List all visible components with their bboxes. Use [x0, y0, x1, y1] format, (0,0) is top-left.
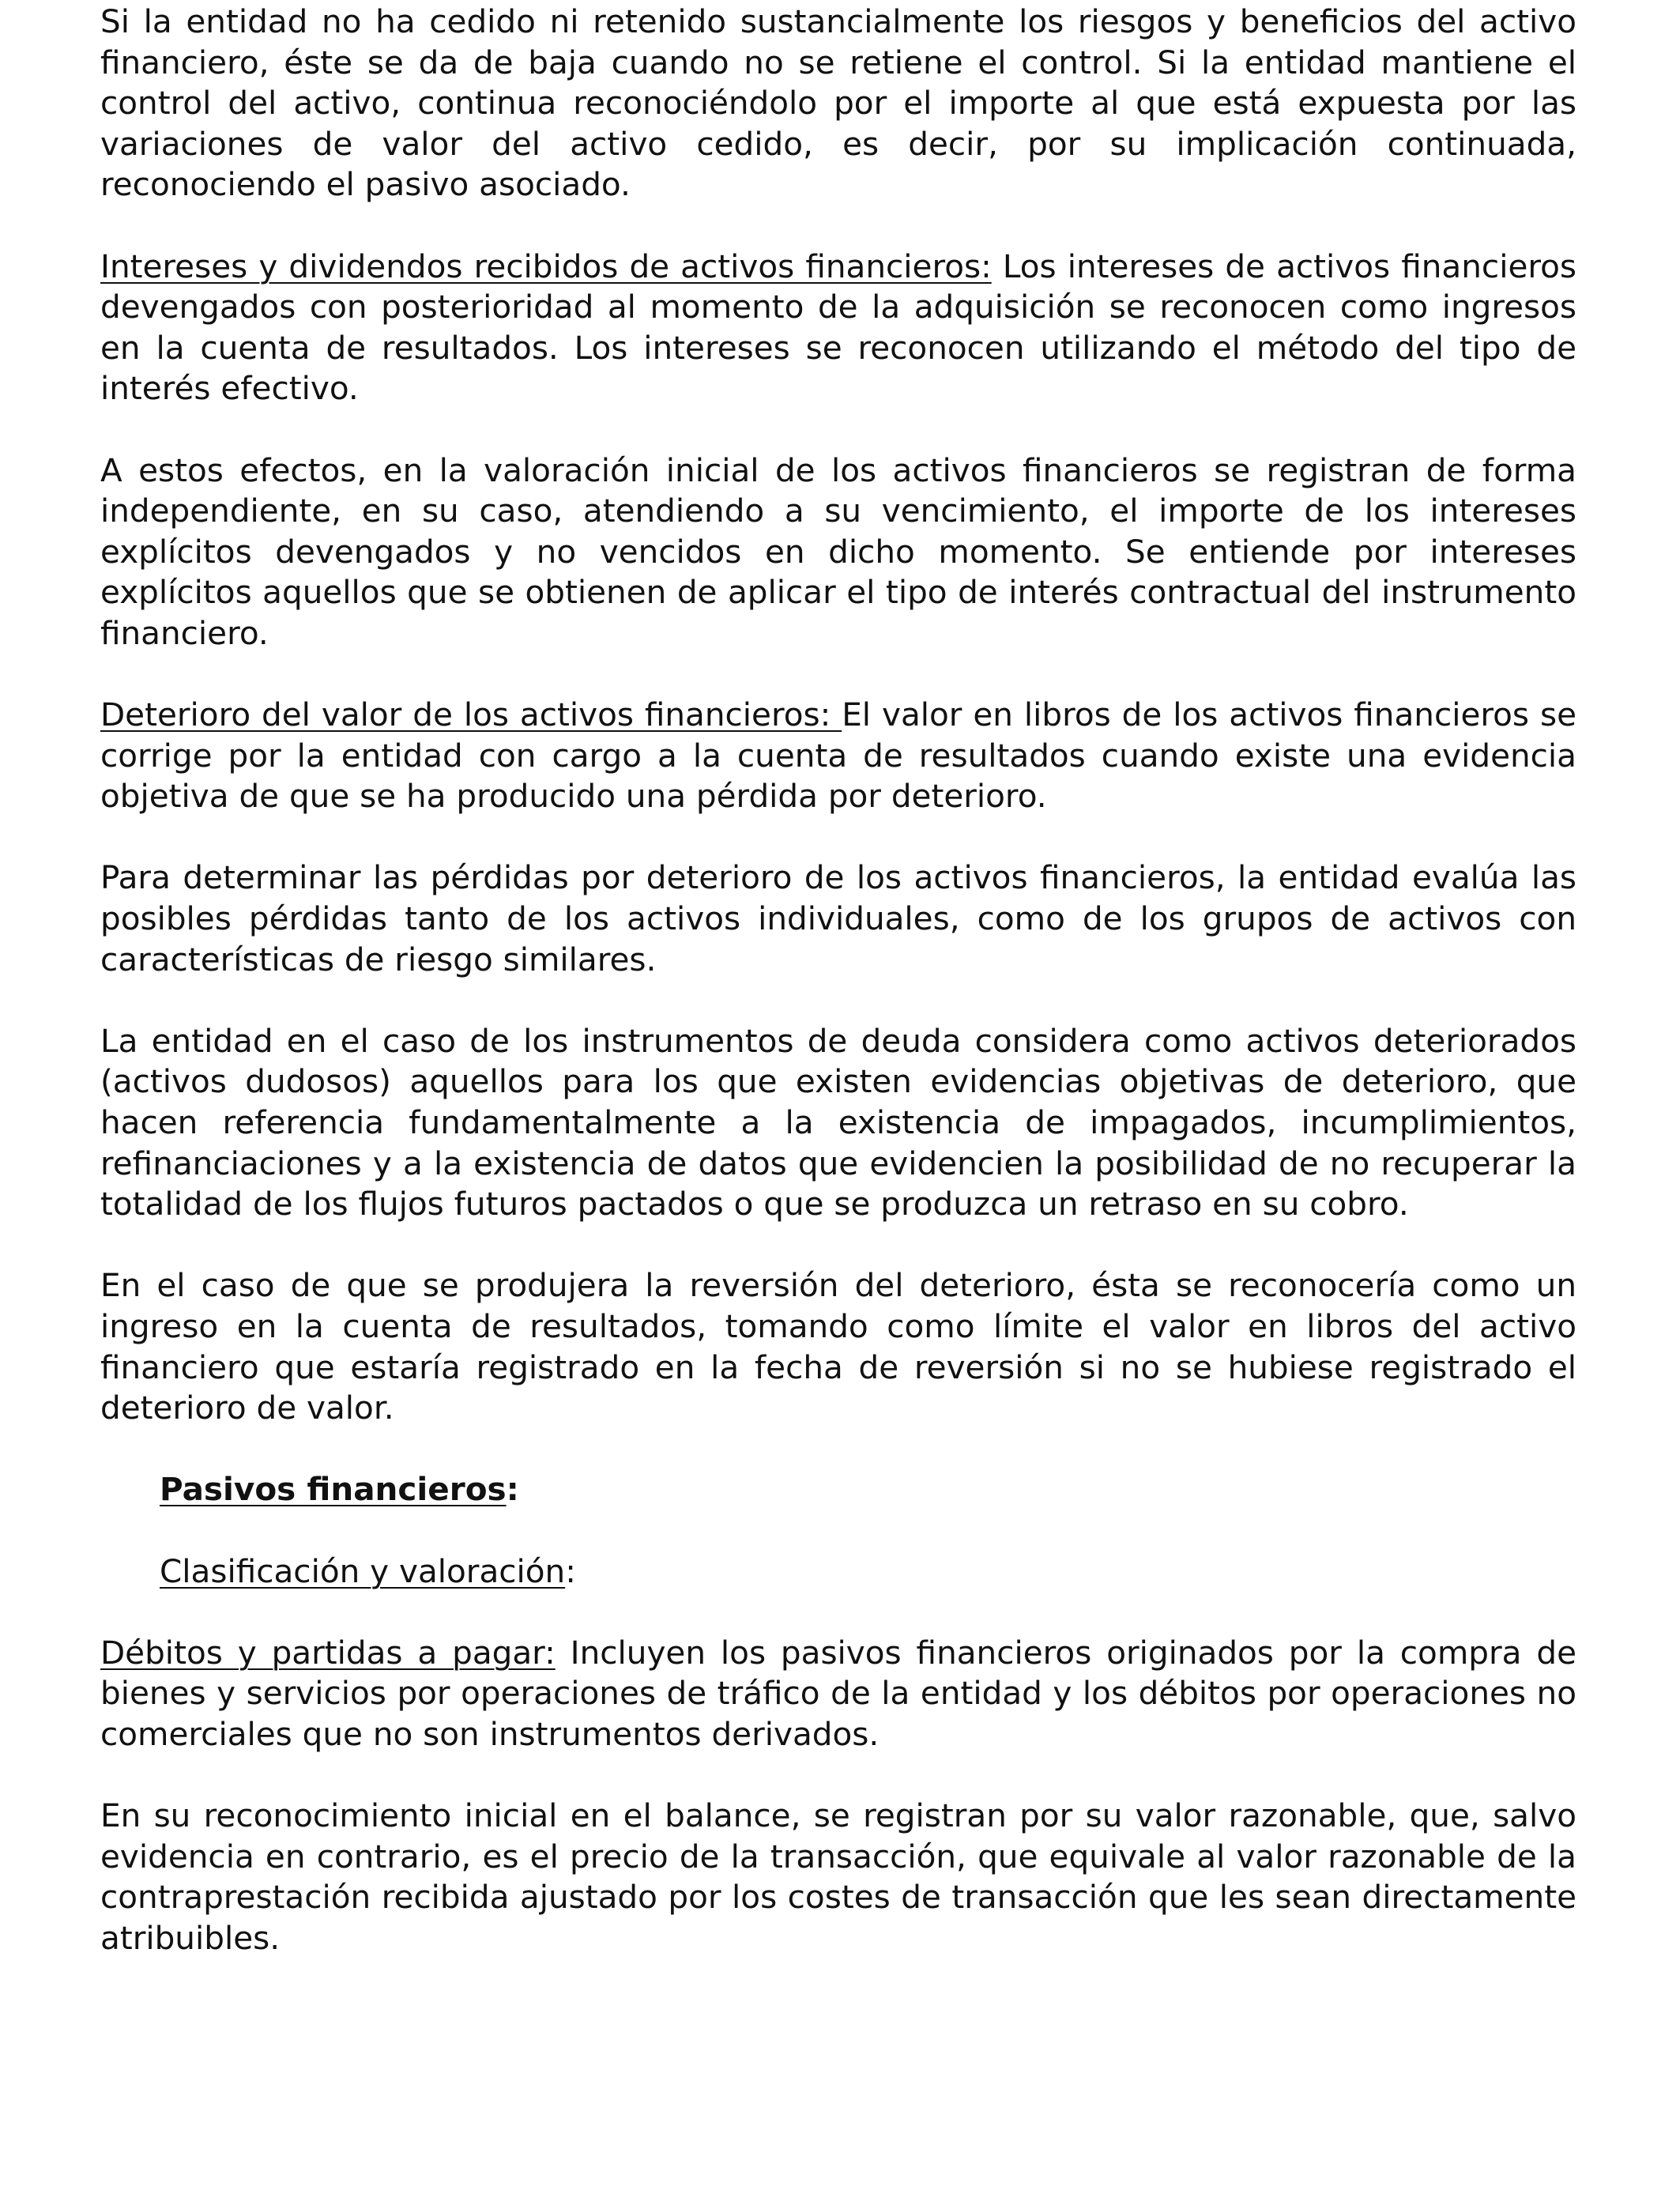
paragraph-text: Si la entidad no ha cedido ni retenido sustancialmente los riesgos y beneficios del activo financiero, éste se da de baja cuando no se retiene el control. Si la entidad mantiene el control del activo, continua reconociéndolo por el importe al que está expuesta por las variaciones de valor del activo cedido, es decir, por su implicación continuada, reconociendo el pasivo asociado.: [100, 2, 1576, 204]
section-title-debits-payables: Débitos y partidas a pagar:: [100, 1633, 556, 1672]
paragraph-text: El valor en libros de los activos financieros se corrige por la entidad con cargo a la cuenta de resultados cuando existe una evidencia objetiva de que se ha producido una pérdida por deterioro.: [100, 696, 1576, 816]
paragraph-text: Para determinar las pérdidas por deterioro de los activos financieros, la entidad evalúa las posibles pérdidas tanto de los activos individuales, como de los grupos de activos con características de riesgo similares.: [100, 858, 1576, 978]
paragraph-impairment-determination: [100, 858, 1576, 980]
heading-classification: [100, 1551, 1576, 1593]
heading-financial-liabilities: [100, 1469, 1576, 1510]
paragraph-initial-valuation: [100, 450, 1576, 654]
paragraph-initial-recognition: [100, 1796, 1576, 1958]
heading-colon: :: [565, 1551, 576, 1590]
heading-text: Clasificación y valoración: [160, 1551, 566, 1590]
paragraph-text: Los intereses de activos financieros devengados con posterioridad al momento de la adquisición se reconocen como ingresos en la cuenta de resultados. Los intereses se reconocen utilizando el método del tipo de interés efectivo.: [100, 247, 1577, 408]
paragraph-text: La entidad en el caso de los instrumentos de deuda considera como activos deteriorados (activos dudosos) aquellos para los que existen evidencias objetivas de deterioro, que hacen referencia fundamentalmente a la existencia de impagados, incumplimientos, refinanciaciones y a la existencia de datos que evidencien la posibilidad de no recuperar la totalidad de los flujos futuros pactados o que se produzca un retraso en su cobro.: [100, 1021, 1576, 1223]
paragraph-reversal: [100, 1265, 1576, 1428]
paragraph-debt-instruments: [100, 1021, 1576, 1225]
paragraph-impairment: [100, 695, 1576, 817]
paragraph-text: A estos efectos, en la valoración inicial de los activos financieros se registran de forma independiente, en su caso, atendiendo a su vencimiento, el importe de los intereses explícitos devengados y no vencidos en dicho momento. Se entiende por intereses explícitos aquellos que se obtienen de aplicar el tipo de interés contractual del instrumento financiero.: [100, 450, 1576, 652]
paragraph-debits-payables: [100, 1633, 1576, 1755]
document-page: [100, 0, 1576, 2000]
paragraph-text: En el caso de que se produjera la reversión del deterioro, ésta se reconocería como un ingreso en la cuenta de resultados, tomando como límite el valor en libros del activo financiero que estaría registrado en la fecha de reversión si no se hubiese registrado el deterioro de valor.: [100, 1266, 1576, 1427]
paragraph-text: En su reconocimiento inicial en el balance, se registran por su valor razonable, que, salvo evidencia en contrario, es el precio de la transacción, que equivale al valor razonable de la contraprestación recibida ajustado por los costes de transacción que les sean directamente atribuibles.: [100, 1796, 1576, 1957]
section-title-interest-dividends: Intereses y dividendos recibidos de activos financieros:: [100, 247, 992, 285]
heading-colon: :: [506, 1470, 519, 1509]
paragraph-derecognition: [100, 2, 1576, 205]
paragraph-interest-dividends: [100, 247, 1576, 409]
section-title-impairment: Deterioro del valor de los activos financieros:: [100, 696, 842, 734]
heading-text: Pasivos financieros: [160, 1470, 507, 1509]
paragraph-text: Incluyen los pasivos financieros originados por la compra de bienes y servicios por operaciones de tráfico de la entidad y los débitos por operaciones no comerciales que no son instrumentos derivados.: [100, 1633, 1576, 1753]
